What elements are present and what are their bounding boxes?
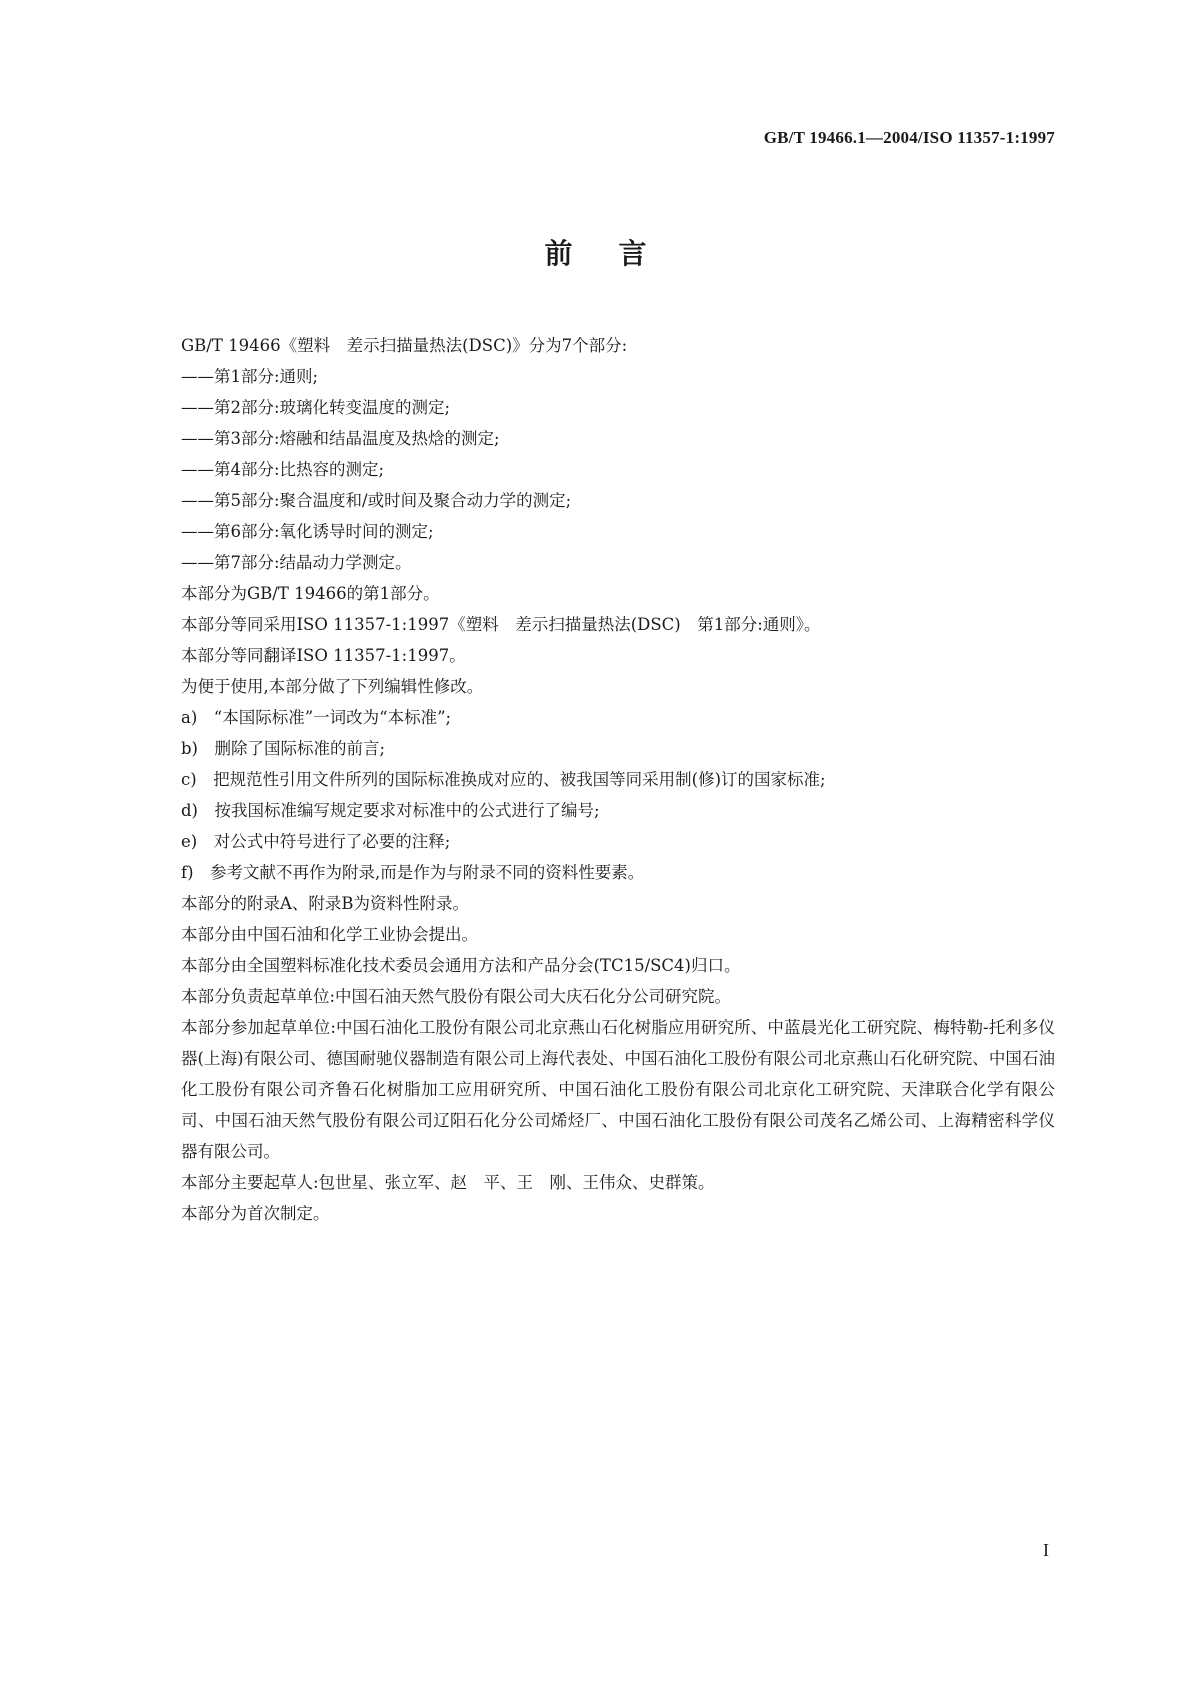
part-list-item: ——第2部分:玻璃化转变温度的测定; bbox=[181, 398, 451, 417]
standard-code: GB/T 19466.1—2004/ISO 11357-1:1997 bbox=[763, 128, 1055, 147]
foreword-body bbox=[181, 330, 1055, 1229]
proposed-by-paragraph: 本部分由中国石油和化学工业协会提出。 bbox=[181, 925, 478, 944]
annexes-paragraph: 本部分的附录A、附录B为资料性附录。 bbox=[181, 894, 470, 913]
edit-list-item: e) 对公式中符号进行了必要的注释; bbox=[181, 832, 451, 851]
edit-list-item: f) 参考文献不再作为附录,而是作为与附录不同的资料性要素。 bbox=[181, 863, 645, 882]
edit-list-item: c) 把规范性引用文件所列的国际标准换成对应的、被我国等同采用制(修)订的国家标准; bbox=[181, 770, 826, 789]
intro-paragraph: GB/T 19466《塑料 差示扫描量热法(DSC)》分为7个部分: bbox=[181, 336, 628, 355]
edit-list-item: d) 按我国标准编写规定要求对标准中的公式进行了编号; bbox=[181, 801, 600, 820]
identical-adoption-paragraph: 本部分等同采用ISO 11357-1:1997《塑料 差示扫描量热法(DSC) 第1部分:通则》。 bbox=[181, 615, 821, 634]
edit-list-item: b) 删除了国际标准的前言; bbox=[181, 739, 386, 758]
page-title: 前言 bbox=[544, 237, 693, 270]
edit-list-item: a) “本国际标准”一词改为“本标准”; bbox=[181, 708, 452, 727]
page-number: I bbox=[1043, 1540, 1049, 1560]
part-of-paragraph: 本部分为GB/T 19466的第1部分。 bbox=[181, 584, 440, 603]
first-issue-paragraph: 本部分为首次制定。 bbox=[181, 1204, 330, 1223]
participating-drafters-paragraph: 本部分参加起草单位:中国石油化工股份有限公司北京燕山石化树脂应用研究所、中蓝晨光化工研究院、梅特勒-托利多仪器(上海)有限公司、德国耐驰仪器制造有限公司上海代表处、中国石油化工股份有限公司北京燕山石化研究院、中国石油化工股份有限公司齐鲁石化树脂加工应用研究所、中国石油化工股份有限公司北京化工研究院、天津联合化学有限公司、中国石油天然气股份有限公司辽阳石化分公司烯烃厂、中国石油化工股份有限公司茂名乙烯公司、上海精密科学仪器有限公司。 bbox=[181, 1018, 1055, 1161]
part-list-item: ——第1部分:通则; bbox=[181, 367, 319, 386]
part-list-item: ——第3部分:熔融和结晶温度及热焓的测定; bbox=[181, 429, 500, 448]
responsible-drafter-paragraph: 本部分负责起草单位:中国石油天然气股份有限公司大庆石化分公司研究院。 bbox=[181, 987, 732, 1006]
edits-intro-paragraph: 为便于使用,本部分做了下列编辑性修改。 bbox=[181, 677, 484, 696]
part-list-item: ——第7部分:结晶动力学测定。 bbox=[181, 553, 412, 572]
identical-translation-paragraph: 本部分等同翻译ISO 11357-1:1997。 bbox=[181, 646, 466, 665]
centralized-by-paragraph: 本部分由全国塑料标准化技术委员会通用方法和产品分会(TC15/SC4)归口。 bbox=[181, 956, 741, 975]
main-drafters-paragraph: 本部分主要起草人:包世星、张立军、赵 平、王 刚、王伟众、史群策。 bbox=[181, 1173, 715, 1192]
part-list-item: ——第6部分:氧化诱导时间的测定; bbox=[181, 522, 434, 541]
part-list-item: ——第4部分:比热容的测定; bbox=[181, 460, 385, 479]
part-list-item: ——第5部分:聚合温度和/或时间及聚合动力学的测定; bbox=[181, 491, 572, 510]
